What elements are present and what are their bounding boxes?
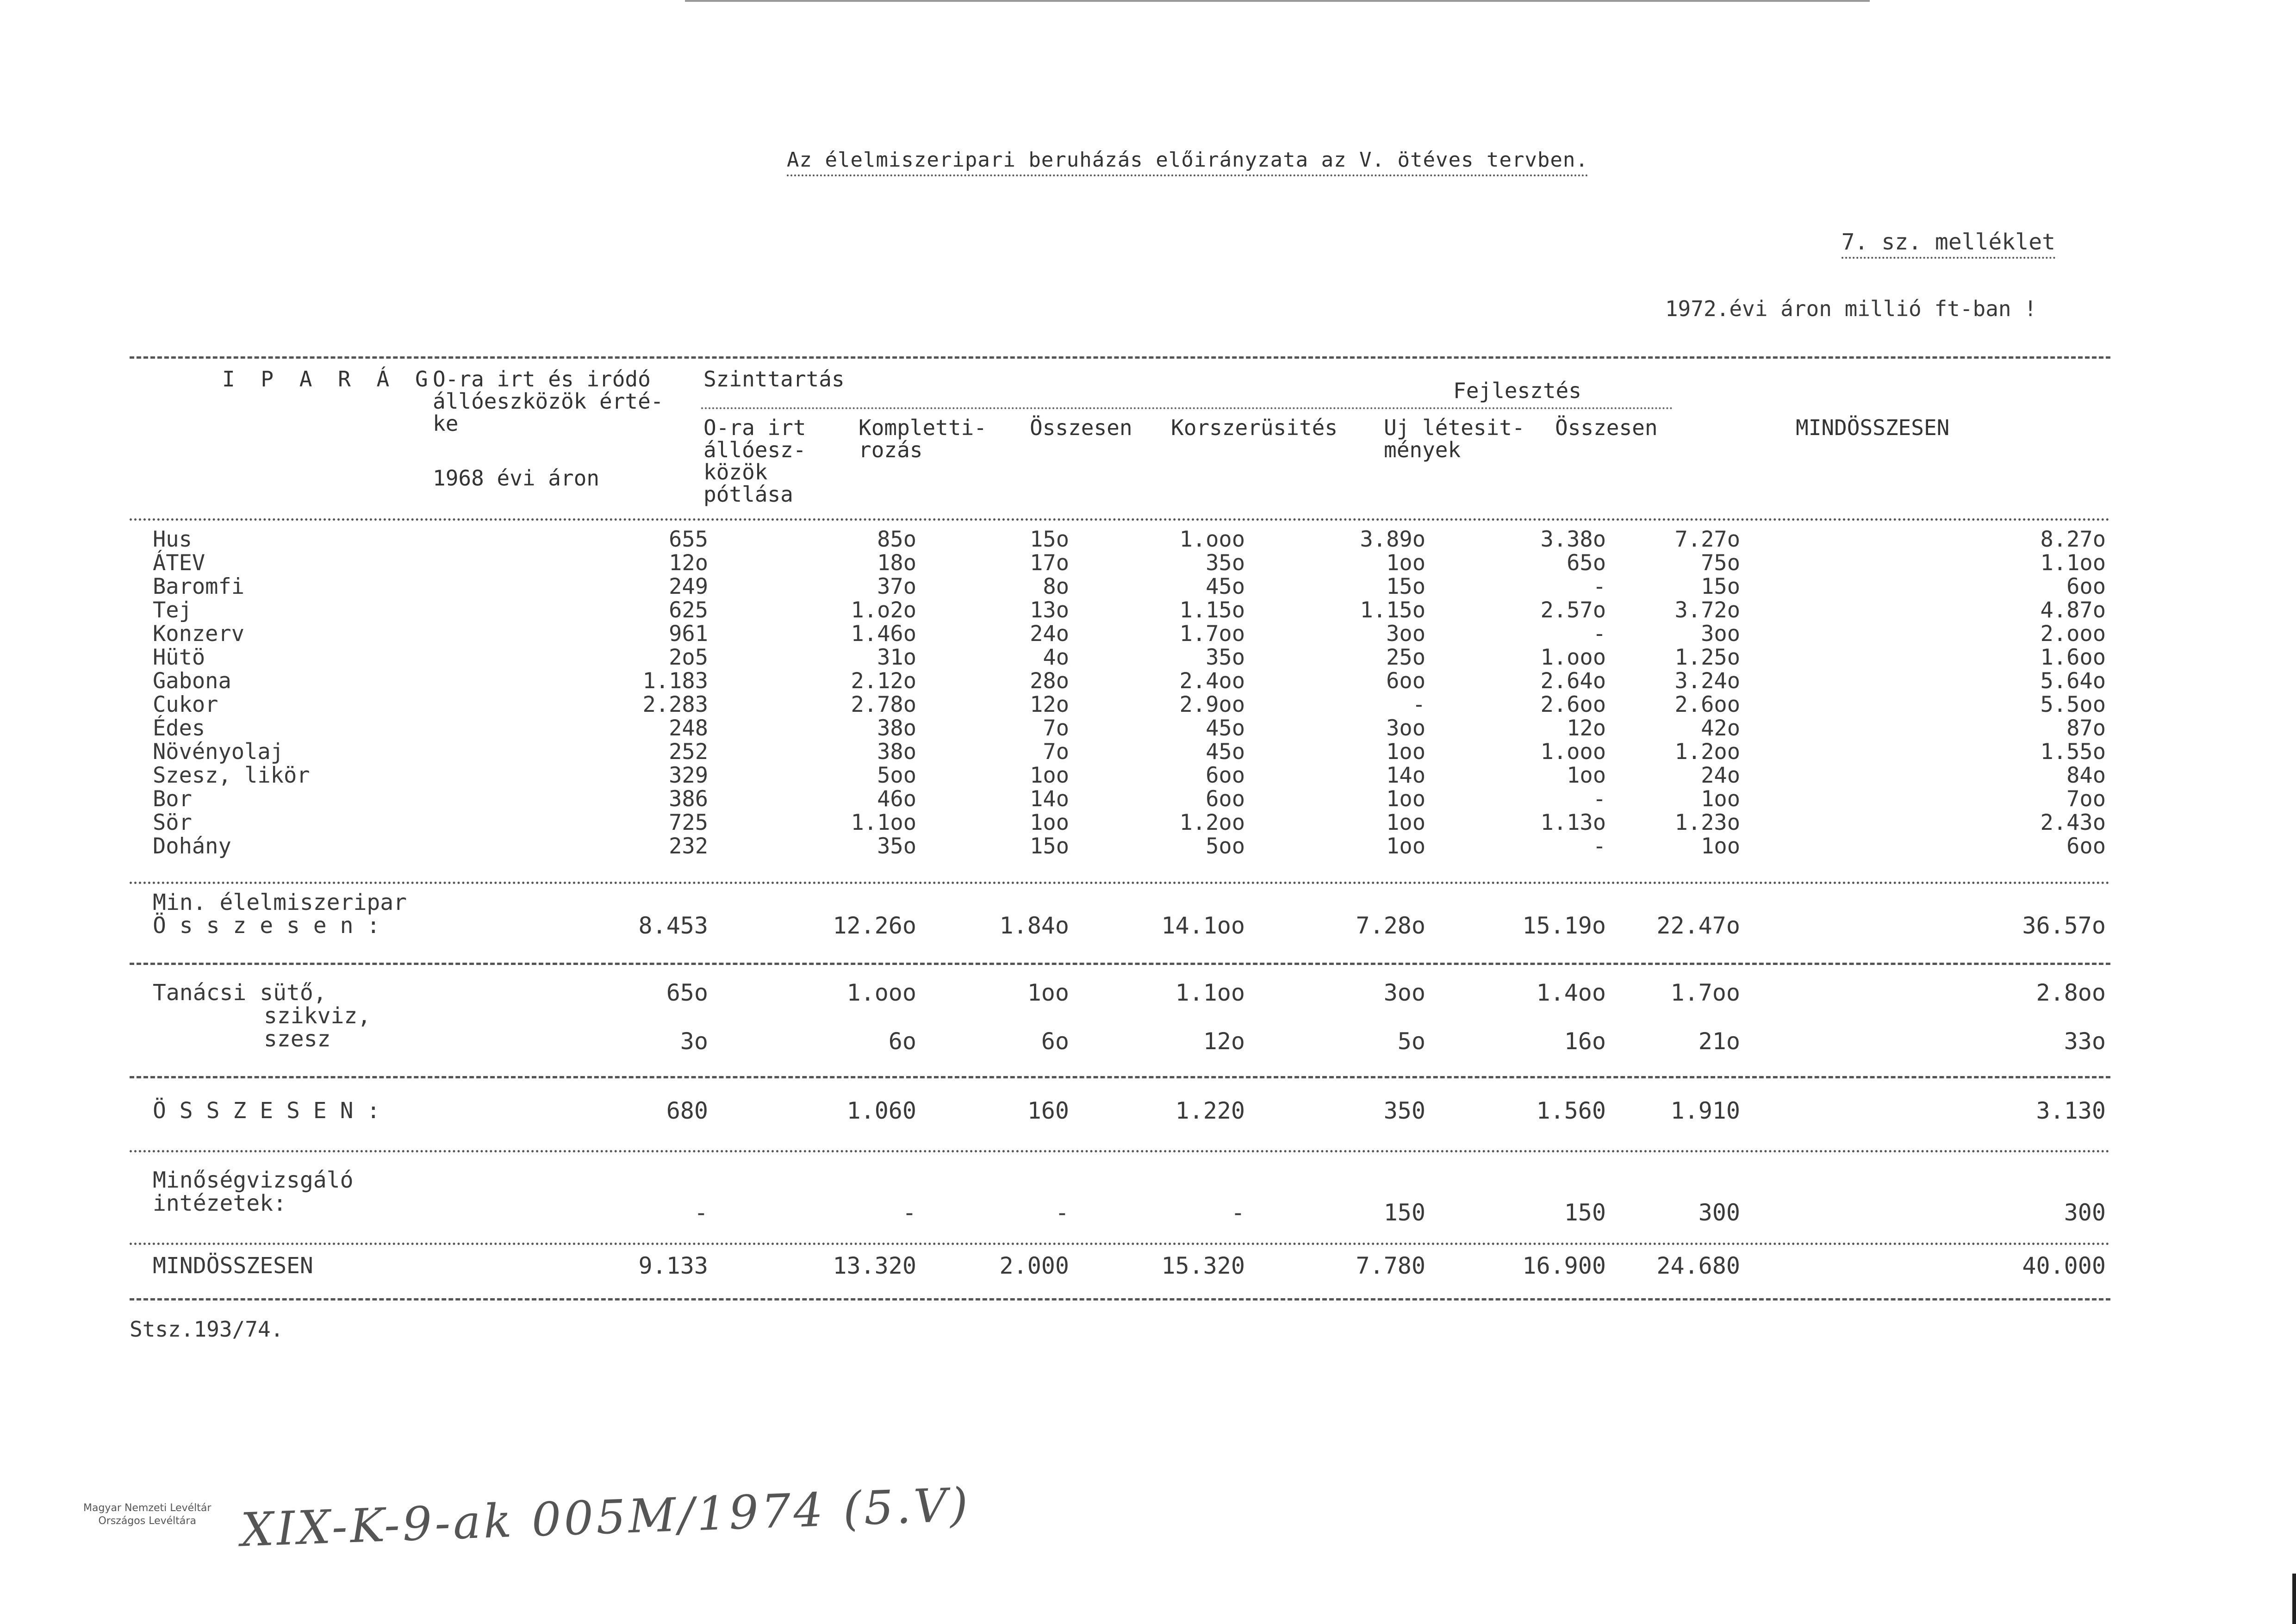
row-value: - [1593, 621, 1606, 647]
data-table [153, 528, 2106, 858]
mindosszesen-table [153, 1254, 2106, 1278]
row-value: 386 [669, 786, 708, 812]
row-value: 4.87o [2040, 597, 2106, 623]
row-value: 75o [1701, 550, 1740, 576]
row-value: 3oo [1386, 621, 1425, 647]
row-value: 1oo [1386, 786, 1425, 812]
scan-top-edge [685, 0, 1870, 2]
osszesen-row: Ö S S Z E S E N : 680 1.060 160 1.220 350 1.560 1.910 3.130 [153, 1097, 2106, 1124]
row-value: 1.1oo [851, 810, 916, 835]
archive-signature: XIX-K-9-ak 005M/1974 (5.V) [240, 1477, 972, 1557]
minoseg-table [153, 1169, 2106, 1225]
row-value: 38o [877, 739, 916, 765]
row-value: 2.4oo [1179, 668, 1245, 694]
row-value: 84o [2066, 763, 2106, 788]
row-label: Édes [153, 716, 205, 741]
row-value: 1oo [1386, 810, 1425, 835]
row-value: 1.15o [1360, 597, 1425, 623]
row-value: 655 [669, 527, 708, 552]
row-label: Növényolaj [153, 739, 284, 765]
row-label: Sör [153, 810, 192, 835]
row-value: 6oo [2066, 834, 2106, 859]
row-value: 1.1oo [2040, 550, 2106, 576]
row-value: 3oo [1701, 621, 1740, 647]
row-value: 1oo [1386, 834, 1425, 859]
row-value: 6oo [2066, 574, 2106, 599]
row-value: 1.46o [851, 621, 916, 647]
data-table-body [153, 528, 2106, 858]
row-value: 248 [669, 716, 708, 741]
row-value: - [1412, 692, 1425, 717]
row-value: 252 [669, 739, 708, 765]
row-value: 1.ooo [1540, 645, 1606, 670]
table-row [153, 764, 2106, 787]
table-row [153, 740, 2106, 764]
row-value: 1.o2o [851, 597, 916, 623]
attachment-label: 7. sz. melléklet [1842, 229, 2055, 259]
table-row [153, 834, 2106, 858]
rows-bottom-rule [130, 882, 2110, 884]
row-value: 35o [1206, 550, 1245, 576]
row-value: 8o [1043, 574, 1069, 599]
table-row [153, 787, 2106, 811]
row-label: Cukor [153, 692, 218, 717]
archive-stamp: Magyar Nemzeti Levéltár Országos Levéltára [83, 1502, 212, 1527]
min-summary-rule [130, 963, 2110, 965]
row-value: 1oo [1701, 786, 1740, 812]
row-value: - [1593, 574, 1606, 599]
row-label: Baromfi [153, 574, 245, 599]
row-value: 37o [877, 574, 916, 599]
table-row [153, 669, 2106, 693]
row-value: 38o [877, 716, 916, 741]
row-value: 17o [1030, 550, 1069, 576]
row-value: 5oo [1206, 834, 1245, 859]
table-top-rule [130, 356, 2110, 359]
row-value: 2.9oo [1179, 692, 1245, 717]
row-value: 1.15o [1179, 597, 1245, 623]
row-label: Dohány [153, 834, 231, 859]
row-value: 1.55o [2040, 739, 2106, 765]
row-value: 1.13o [1540, 810, 1606, 835]
row-value: 2.ooo [2040, 621, 2106, 647]
row-value: 25o [1386, 645, 1425, 670]
row-value: 15o [1386, 574, 1425, 599]
table-row [153, 716, 2106, 740]
header-col2: O-ra irt állóesz- közök pótlása [703, 415, 806, 507]
row-value: 12o [1030, 692, 1069, 717]
row-value: 2.64o [1540, 668, 1606, 694]
row-value: 35o [1206, 645, 1245, 670]
row-value: 45o [1206, 574, 1245, 599]
row-value: 725 [669, 810, 708, 835]
summary-table [153, 891, 2106, 938]
row-value: 4o [1043, 645, 1069, 670]
header-col5: Korszerüsités [1171, 415, 1338, 440]
row-value: 1.2oo [1179, 810, 1245, 835]
table-row [153, 528, 2106, 551]
min-summary-row: Min. élelmiszeripar Ö s s z e s e n : 8.453 12.26o 1.84o 14.1oo 7.28o 15.19o 22.47o 36.57o [153, 890, 2106, 939]
row-label: Gabona [153, 668, 231, 694]
header-col4: Összesen [1030, 415, 1132, 440]
row-value: 13o [1030, 597, 1069, 623]
row-value: 7.27o [1674, 527, 1740, 552]
row-value: 15o [1701, 574, 1740, 599]
table-row [153, 693, 2106, 716]
header-iparag: I P A R Á G [222, 367, 435, 392]
row-value: 1.7oo [1179, 621, 1245, 647]
row-value: 15o [1030, 834, 1069, 859]
row-value: 1oo [1701, 834, 1740, 859]
document-title: Az élelmiszeripari beruházás előirányzata az V. ötéves tervben. [787, 148, 1588, 176]
table-row [153, 811, 2106, 834]
row-value: 6oo [1386, 668, 1425, 694]
row-value: 85o [877, 527, 916, 552]
table-bottom-rule [130, 1298, 2110, 1300]
row-value: 14o [1030, 786, 1069, 812]
scan-edge-mark [2292, 1574, 2296, 1624]
row-label: Tej [153, 597, 192, 623]
row-value: - [1593, 786, 1606, 812]
header-bottom-rule [130, 518, 2110, 521]
header-group-fejlesztes: Fejlesztés [1453, 378, 1581, 403]
osszesen-rule [130, 1150, 2110, 1152]
row-value: 5.5oo [2040, 692, 2106, 717]
row-value: 3.38o [1540, 527, 1606, 552]
osszesen-table [153, 1099, 2106, 1123]
row-value: 2.43o [2040, 810, 2106, 835]
header-group-rule [701, 407, 1673, 409]
row-value: 329 [669, 763, 708, 788]
row-value: 6oo [1206, 786, 1245, 812]
row-label: Szesz, likör [153, 763, 310, 788]
row-value: 5oo [877, 763, 916, 788]
row-value: 65o [1567, 550, 1606, 576]
row-value: 1oo [1567, 763, 1606, 788]
row-value: 12o [669, 550, 708, 576]
row-label: Hütö [153, 645, 205, 670]
row-value: 7o [1043, 739, 1069, 765]
row-value: 2.12o [851, 668, 916, 694]
row-value: 46o [877, 786, 916, 812]
row-value: 2o5 [669, 645, 708, 670]
tanacsi-rule [130, 1076, 2110, 1078]
row-value: - [1593, 834, 1606, 859]
row-value: 3.24o [1674, 668, 1740, 694]
row-value: 3oo [1386, 716, 1425, 741]
row-value: 1oo [1386, 550, 1425, 576]
row-value: 7oo [2066, 786, 2106, 812]
row-value: 961 [669, 621, 708, 647]
minoseg-rule [130, 1243, 2110, 1245]
header-col8: MINDÖSSZESEN [1796, 415, 1950, 440]
row-value: 1oo [1030, 763, 1069, 788]
minoseg-row: Minőségvizsgáló intézetek: - - - - 150 150 300 300 [153, 1167, 2106, 1226]
row-value: 15o [1030, 527, 1069, 552]
row-value: 1.ooo [1540, 739, 1606, 765]
table-row [153, 646, 2106, 669]
row-value: 1.ooo [1179, 527, 1245, 552]
header-col7: Összesen [1555, 415, 1658, 440]
row-value: 3.89o [1360, 527, 1425, 552]
row-value: 28o [1030, 668, 1069, 694]
row-label: Konzerv [153, 621, 245, 647]
header-col6: Uj létesit- mények [1384, 415, 1525, 462]
table-row [153, 575, 2106, 598]
row-value: 1oo [1386, 739, 1425, 765]
tanacsi-row-b: 3o 6o 6o 12o 5o 16o 21o 33o [680, 1028, 2106, 1055]
row-value: 45o [1206, 716, 1245, 741]
row-value: 5.64o [2040, 668, 2106, 694]
tanacsi-row-a: Tanácsi sütő, szikviz, szesz 65o 1.ooo 1oo 1.1oo 3oo 1.4oo 1.7oo 2.8oo [153, 979, 2106, 1052]
row-value: 24o [1701, 763, 1740, 788]
row-value: 249 [669, 574, 708, 599]
row-value: 31o [877, 645, 916, 670]
tanacsi-table-b [153, 1030, 2106, 1053]
row-value: 14o [1386, 763, 1425, 788]
row-value: 35o [877, 834, 916, 859]
table-row [153, 598, 2106, 622]
row-value: 2.6oo [1540, 692, 1606, 717]
row-value: 1oo [1030, 810, 1069, 835]
row-value: 2.6oo [1674, 692, 1740, 717]
row-value: 24o [1030, 621, 1069, 647]
row-value: 1.25o [1674, 645, 1740, 670]
row-value: 1.2oo [1674, 739, 1740, 765]
row-label: Hus [153, 527, 192, 552]
row-value: 2.57o [1540, 597, 1606, 623]
header-col3: Kompletti- rozás [859, 415, 987, 462]
row-value: 18o [877, 550, 916, 576]
row-value: 6oo [1206, 763, 1245, 788]
row-value: 2.78o [851, 692, 916, 717]
row-value: 3.72o [1674, 597, 1740, 623]
mindosszesen-row: MINDÖSSZESEN 9.133 13.320 2.000 15.320 7.780 16.900 24.680 40.000 [153, 1252, 2106, 1279]
row-value: 45o [1206, 739, 1245, 765]
row-label: Bor [153, 786, 192, 812]
row-value: 7o [1043, 716, 1069, 741]
row-label: ÁTEV [153, 550, 205, 576]
table-row [153, 622, 2106, 646]
row-value: 8.27o [2040, 527, 2106, 552]
header-group-szinttartas: Szinttartás [703, 367, 845, 392]
header-col1: O-ra irt és iródó állóeszközök érté- ke 1968 évi áron [433, 367, 664, 491]
row-value: 625 [669, 597, 708, 623]
table-row [153, 551, 2106, 575]
row-value: 1.6oo [2040, 645, 2106, 670]
row-value: 2.283 [642, 692, 708, 717]
reference-number: Stsz.193/74. [130, 1317, 284, 1342]
row-value: 1.23o [1674, 810, 1740, 835]
row-value: 42o [1701, 716, 1740, 741]
row-value: 12o [1567, 716, 1606, 741]
row-value: 232 [669, 834, 708, 859]
unit-note: 1972.évi áron millió ft-ban ! [1665, 296, 2037, 321]
row-value: 87o [2066, 716, 2106, 741]
row-value: 1.183 [642, 668, 708, 694]
